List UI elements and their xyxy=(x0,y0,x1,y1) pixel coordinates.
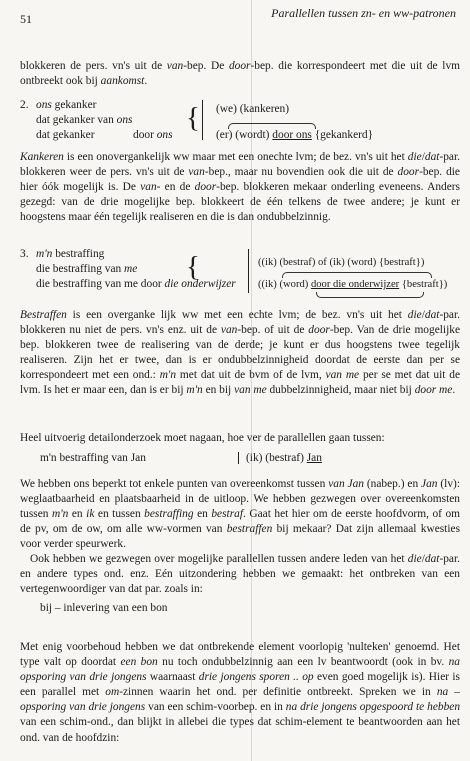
example-3-divider xyxy=(248,249,249,293)
page-header xyxy=(20,6,456,24)
example-3-line-3: die bestraffing van me door die onderwijzer xyxy=(36,278,236,290)
paragraph-1-text: blokkeren de pers. vn's uit de van-bep. De door-bep. die korrespondeert met die uit de lvm ontbreekt ook bij aankomst. xyxy=(20,60,460,88)
example-2-line-3a: dat gekanker xyxy=(36,129,95,141)
example-2-brace: { xyxy=(186,102,200,134)
example-5-text: bij – inlevering van een bon xyxy=(40,602,168,614)
running-title: Parallellen tussen zn- en ww-patronen xyxy=(271,6,456,20)
paragraph-6-text: Ook hebben we gezwegen over mogelijke parallellen tussen andere leden van het die/dat-par. en andere types ond. enz. Eén uitzondering hebben we gemaakt: het ontbreken van een vertegenwoordiger van dat par. zoals in: xyxy=(20,553,460,596)
example-2-line-1: ons gekanker xyxy=(36,99,97,111)
example-3-right-2: ((ik) (word) door die onderwijzer {bestraft}) xyxy=(258,279,448,290)
example-2-right-1: (we) (kankeren) xyxy=(216,103,290,115)
example-2-divider xyxy=(202,100,203,140)
example-3-line-2: die bestraffing van me xyxy=(36,263,138,275)
paragraph-3-text: Bestraffen is een overganke lijk ww met een echte lvm; de bez. vn's uit het die/dat-par. blokkeren nu niet de pers. vn's enz. uit de van-bep. of uit de door-bep. Van de drie mogelijke bep. blokkeren twee de realisering van de derde; je kunt er dus hoogstens twee tegelijk realiseren. Zijn het er twee, dan is er ondubbelzinnigheid doordat de eerste dan per se korrespondeert met een ond.: m'n met dat uit de bvm of de lvm, van me per se met dat uit de lvm. Is het er maar een, dan is er bij m'n en bij van me dubbelzinnigheid, maar niet bij door me. xyxy=(20,309,460,397)
paragraph-2 xyxy=(20,150,460,225)
example-5 xyxy=(20,601,462,619)
example-3-line-1: m'n bestraffing xyxy=(36,248,105,260)
example-3-underarc xyxy=(316,292,424,298)
paragraph-2-text: Kankeren is een onovergankelijk ww maar met een onechte lvm; de bez. vn's uit het die/dat-par. blokkeren weer de pers. vn's uit de van-bep., maar nu bovendien ook die uit de door-bep. die hier óók mogelijk is. De van- en de door-bep. blokkeren mekaar onderling eveneens. Anders gezegd: van de drie mogelijke bep. blokkeert de één telkens de twee andere; je kunt er hoogstens maar één tegelijk realiseren en die is dan ondubbelzinnig. xyxy=(20,151,460,224)
paragraph-7-text: Met enig voorbehoud hebben we dat ontbrekende element voorlopig 'nulteken' genoemd. Het type valt op doordat een bon nu toch ondubbelzinnig aan een lv beantwoordt (ook in bv. na opsporing van drie jongens waarnaast drie jongens sporen .. op even goed mogelijk is). Hier is een parallel met om-zinnen waarin het ond. per definitie ontbreekt. Spreken we in na – opsporing van drie jongens van een schim-voorbep. en in na drie jongens opgespoord te hebben van een schim-ond., dan blijkt in allebei die types dat schim-element te beantwoorden aan het ond. van de hoofdzin: xyxy=(20,641,461,744)
example-4-right: (ik) (bestraf) Jan xyxy=(246,452,322,464)
paragraph-5-text: We hebben ons beperkt tot enkele punten van overeenkomst tussen van Jan (nabep.) en Jan (lv): weglaatbaarheid en plaatsbaarheid in de uitloop. We hebben gezwegen over overeenkomsten tussen m'n en ik en tussen bestraffing en bestraf. Gaat het hier om de eerste hoofdvorm, of om de pv, om de ow, om alle ww-vormen van bestraffen bij mekaar? Dat zijn allemaal kwesties voor verder speurwerk. xyxy=(20,478,460,551)
example-3-right-1: ((ik) (bestraf) of (ik) (word) {bestraft}) xyxy=(258,257,425,268)
paragraph-4 xyxy=(20,431,460,446)
example-2-line-3b: door ons xyxy=(133,129,173,141)
example-3-brace: { xyxy=(186,251,200,283)
paragraph-7 xyxy=(20,640,460,746)
paragraph-6 xyxy=(20,552,460,597)
example-2-number: 2. xyxy=(20,99,29,111)
paragraph-4-text: Heel uitvoerig detailonderzoek moet nagaan, hoe ver de parallellen gaan tussen: xyxy=(20,432,385,444)
example-2-right-2: (er) (wordt) door ons {gekankerd} xyxy=(216,129,374,141)
example-4 xyxy=(20,451,462,469)
example-2 xyxy=(20,98,462,144)
paragraph-5 xyxy=(20,477,460,552)
example-3 xyxy=(20,247,462,295)
example-4-divider xyxy=(238,452,239,464)
paragraph-3 xyxy=(20,308,460,399)
paragraph-1 xyxy=(20,59,460,89)
example-2-arc xyxy=(228,123,316,129)
example-2-line-2: dat gekanker van ons xyxy=(36,114,133,126)
example-3-arc xyxy=(282,272,432,278)
example-3-number: 3. xyxy=(20,248,29,260)
page-number: 51 xyxy=(20,12,32,26)
example-4-left: m'n bestraffing van Jan xyxy=(40,452,146,464)
